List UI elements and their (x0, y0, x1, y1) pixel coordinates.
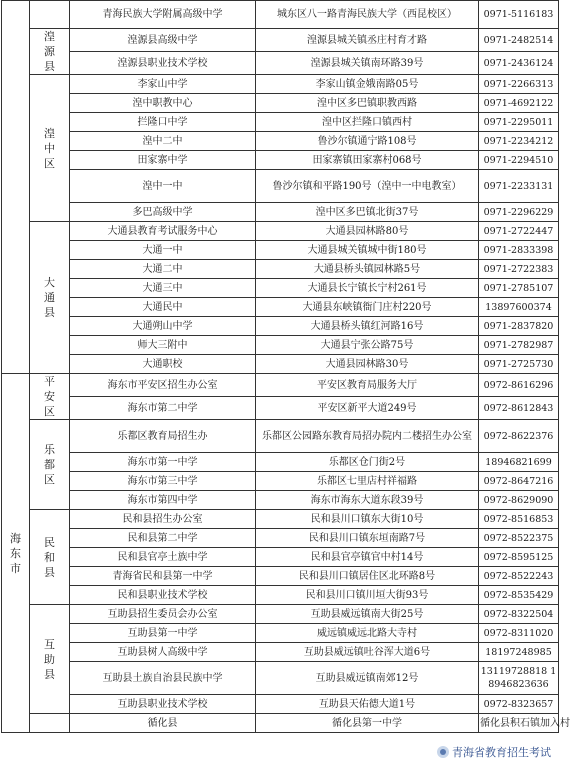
phone-cell: 18946821699 (479, 453, 559, 472)
address-cell: 湟中区多巴镇职教西路 (256, 94, 479, 113)
phone-cell: 0972-8612843 (479, 397, 559, 420)
school-cell: 湟中一中 (70, 170, 256, 203)
table-row (2, 529, 559, 548)
table-row (2, 624, 559, 643)
address-cell: 循化县积石镇加入村 (479, 714, 559, 733)
table-row (2, 222, 559, 241)
table-row (2, 170, 559, 203)
address-cell: 湟中区多巴镇北街37号 (256, 203, 479, 222)
address-cell: 民和县官亭镇官中村14号 (256, 548, 479, 567)
address-cell: 民和县川口镇东大街10号 (256, 510, 479, 529)
address-cell: 大通县桥头镇园林路5号 (256, 260, 479, 279)
school-cell: 大通二中 (70, 260, 256, 279)
county-cell: 大通县 (30, 222, 70, 374)
school-cell: 海东市第四中学 (70, 491, 256, 510)
phone-cell: 0972-8647216 (479, 472, 559, 491)
table-row (2, 317, 559, 336)
address-cell: 大通县宁张公路75号 (256, 336, 479, 355)
school-cell: 民和县官亭土族中学 (70, 548, 256, 567)
address-cell: 田家寨镇田家寨村068号 (256, 151, 479, 170)
phone-cell: 0972-8535429 (479, 586, 559, 605)
address-cell: 平安区新平大道249号 (256, 397, 479, 420)
address-cell: 平安区教育局服务大厅 (256, 374, 479, 397)
school-cell: 李家山中学 (70, 75, 256, 94)
table-row (2, 29, 559, 52)
table-row (2, 510, 559, 529)
phone-cell: 0972-8322504 (479, 605, 559, 624)
school-cell: 互助县招生委员会办公室 (70, 605, 256, 624)
phone-cell: 0971-2722383 (479, 260, 559, 279)
school-cell: 海东市第二中学 (70, 397, 256, 420)
school-cell: 民和县第二中学 (70, 529, 256, 548)
table-row (2, 132, 559, 151)
phone-cell: 18197248985 (479, 643, 559, 662)
region-cell (2, 1, 30, 374)
school-cell: 大通民中 (70, 298, 256, 317)
table-row (2, 586, 559, 605)
table-row (2, 241, 559, 260)
address-cell: 大通县桥头镇红河路16号 (256, 317, 479, 336)
table-row (2, 151, 559, 170)
county-cell: 民和县 (30, 510, 70, 605)
address-cell: 大通县园林路80号 (256, 222, 479, 241)
phone-cell: 0971-2295011 (479, 113, 559, 132)
table-row (2, 298, 559, 317)
table-row (2, 113, 559, 132)
address-cell: 大通县园林路30号 (256, 355, 479, 374)
school-cell: 互助县第一中学 (70, 624, 256, 643)
address-cell: 李家山镇金娥南路05号 (256, 75, 479, 94)
school-cell: 师大三附中 (70, 336, 256, 355)
table-row (2, 94, 559, 113)
phone-cell: 0972-8323657 (479, 695, 559, 714)
address-cell: 互助县威远镇吐谷浑大道6号 (256, 643, 479, 662)
table-row (2, 336, 559, 355)
address-cell: 乐都区公园路东教育局招办院内二楼招生办公室 (256, 420, 479, 453)
phone-cell: 0972-8595125 (479, 548, 559, 567)
address-cell: 鲁沙尔镇通宁路108号 (256, 132, 479, 151)
school-cell: 互助县职业技术学校 (70, 695, 256, 714)
address-cell: 互助县威远镇南大街25号 (256, 605, 479, 624)
table-row (2, 397, 559, 420)
table-row (2, 420, 559, 453)
address-cell: 大通县长宁镇长宁村261号 (256, 279, 479, 298)
phone-cell: 0971-2722447 (479, 222, 559, 241)
school-cell: 大通县教育考试服务中心 (70, 222, 256, 241)
phone-cell: 0972-8311020 (479, 624, 559, 643)
table-row (2, 279, 559, 298)
address-cell: 民和县川口镇川垣大街93号 (256, 586, 479, 605)
phone-cell: 0972-8622376 (479, 420, 559, 453)
school-cell: 湟中二中 (70, 132, 256, 151)
address-cell: 湟中区拦隆口镇西村 (256, 113, 479, 132)
phone-cell: 13897600374 (479, 298, 559, 317)
school-cell: 民和县招生办公室 (70, 510, 256, 529)
table-row (2, 491, 559, 510)
address-cell: 威远镇威远北路大寺村 (256, 624, 479, 643)
school-cell: 大通朔山中学 (70, 317, 256, 336)
phone-cell: 0971-2833398 (479, 241, 559, 260)
address-cell: 鲁沙尔镇和平路190号（湟中一中电教室） (256, 170, 479, 203)
school-cell: 海东市第三中学 (70, 472, 256, 491)
address-cell: 乐都区仓门街2号 (256, 453, 479, 472)
watermark (435, 744, 553, 760)
address-cell: 大通县城关镇城中街180号 (256, 241, 479, 260)
school-cell: 大通三中 (70, 279, 256, 298)
school-contact-table (1, 0, 570, 733)
school-cell: 海东市第一中学 (70, 453, 256, 472)
address-cell: 互助县威远镇南郊12号 (256, 662, 479, 695)
phone-cell: 0971-2782987 (479, 336, 559, 355)
county-cell: 平安区 (30, 374, 70, 420)
phone-cell: 0971-4692122 (479, 94, 559, 113)
phone-cell: 0971-5116183 (479, 1, 559, 29)
school-cell: 湟源县高级中学 (70, 29, 256, 52)
phone-cell: 0971-2234212 (479, 132, 559, 151)
address-cell: 湟源县城关镇南环路39号 (256, 52, 479, 75)
table-row (2, 52, 559, 75)
school-cell: 海东市平安区招生办公室 (70, 374, 256, 397)
address-cell: 民和县川口镇居住区北环路8号 (256, 567, 479, 586)
region-cell: 海东市 (2, 374, 30, 733)
school-cell: 互助县土族自治县民族中学 (70, 662, 256, 695)
table-row (2, 548, 559, 567)
table-row (2, 643, 559, 662)
school-cell: 多巴高级中学 (70, 203, 256, 222)
phone-cell: 0972-8522375 (479, 529, 559, 548)
address-cell: 乐都区七里店村祥福路 (256, 472, 479, 491)
school-cell: 青海民族大学附属高级中学 (70, 1, 256, 29)
table-row (2, 567, 559, 586)
school-cell: 循化县第一中学 (256, 714, 479, 733)
school-cell: 田家寨中学 (70, 151, 256, 170)
school-cell: 湟源县职业技术学校 (70, 52, 256, 75)
school-cell: 乐都区教育局招生办 (70, 420, 256, 453)
phone-cell: 0971-2837820 (479, 317, 559, 336)
county-cell: 循化县 (70, 714, 256, 733)
county-cell: 乐都区 (30, 420, 70, 510)
table-row (2, 472, 559, 491)
table-row (2, 662, 559, 695)
school-cell: 互助县树人高级中学 (70, 643, 256, 662)
school-cell: 青海省民和县第一中学 (70, 567, 256, 586)
school-cell: 大通一中 (70, 241, 256, 260)
table-row (2, 260, 559, 279)
school-cell: 大通职校 (70, 355, 256, 374)
region-cell (30, 714, 70, 733)
table-row (2, 605, 559, 624)
phone-cell: 0971-2266313 (479, 75, 559, 94)
watermark-text: 青海省教育招生考试 (452, 746, 551, 759)
phone-cell: 0971-2785107 (479, 279, 559, 298)
address-cell: 湟源县城关镇丞庄村育才路 (256, 29, 479, 52)
county-cell: 湟源县 (30, 29, 70, 75)
address-cell: 互助县天佑德大道1号 (256, 695, 479, 714)
address-cell: 海东市海东大道东段39号 (256, 491, 479, 510)
table-row (2, 374, 559, 397)
phone-cell: 0971-2725730 (479, 355, 559, 374)
table-row (2, 714, 559, 733)
phone-cell: 0971-2233131 (479, 170, 559, 203)
phone-cell: 0972-8629090 (479, 491, 559, 510)
school-cell: 拦隆口中学 (70, 113, 256, 132)
county-cell: 互助县 (30, 605, 70, 714)
phone-cell: 0972-8522243 (479, 567, 559, 586)
phone-cell: 0971-2436124 (479, 52, 559, 75)
table-row (2, 453, 559, 472)
phone-cell: 0971-2296229 (479, 203, 559, 222)
school-cell: 民和县职业技术学校 (70, 586, 256, 605)
phone-cell: 0972-8516853 (479, 510, 559, 529)
phone-cell: 13119728818 18946823636 (479, 662, 559, 695)
county-cell (30, 1, 70, 29)
phone-cell: 0971-2482514 (479, 29, 559, 52)
address-cell: 城东区八一路青海民族大学（西昆校区） (256, 1, 479, 29)
phone-cell: 0972-8616296 (479, 374, 559, 397)
address-cell: 民和县川口镇东垣南路7号 (256, 529, 479, 548)
school-cell: 湟中职教中心 (70, 94, 256, 113)
address-cell: 大通县东峡镇衙门庄村220号 (256, 298, 479, 317)
table-row (2, 695, 559, 714)
table-row (2, 1, 559, 29)
phone-cell: 0971-2294510 (479, 151, 559, 170)
table-row (2, 75, 559, 94)
table-row (2, 203, 559, 222)
table-row (2, 355, 559, 374)
wechat-logo-icon (437, 746, 449, 758)
county-cell: 湟中区 (30, 75, 70, 222)
